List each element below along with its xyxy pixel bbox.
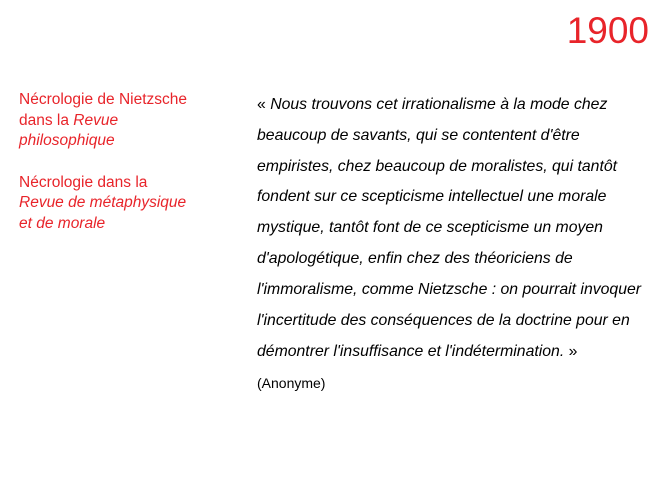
- source-journal: Revue philosophique: [19, 111, 119, 149]
- slide-year: 1900: [566, 10, 649, 51]
- sources-column: [19, 90, 189, 234]
- quote-close-mark: »: [564, 343, 578, 361]
- quote-text: [257, 90, 647, 400]
- source-label: Nécrologie dans la: [19, 173, 148, 191]
- source-journal: Revue de métaphysique et de morale: [19, 194, 187, 232]
- quote-body: Nous trouvons cet irrationalisme à la mode chez beaucoup de savants, qui se contentent d'être empiristes, chez beaucoup de moralistes, qui tantôt fondent sur ce scepticisme intellectuel une morale mystique, tantôt font de ce scepticisme un moyen d'apologétique, enfin chez des théoriciens de l'immoralisme, comme Nietzsche : on pourrait invoquer l'incertitude des conséquences de la doctrine pour en démontrer l'insuffisance et l'indétermination.: [257, 96, 642, 361]
- source-item: [19, 90, 189, 152]
- source-item: [19, 173, 189, 235]
- source-label: Nécrologie de Nietzsche dans la: [19, 91, 188, 129]
- quote-open-mark: «: [257, 96, 271, 113]
- quote-author: (Anonyme): [257, 375, 326, 392]
